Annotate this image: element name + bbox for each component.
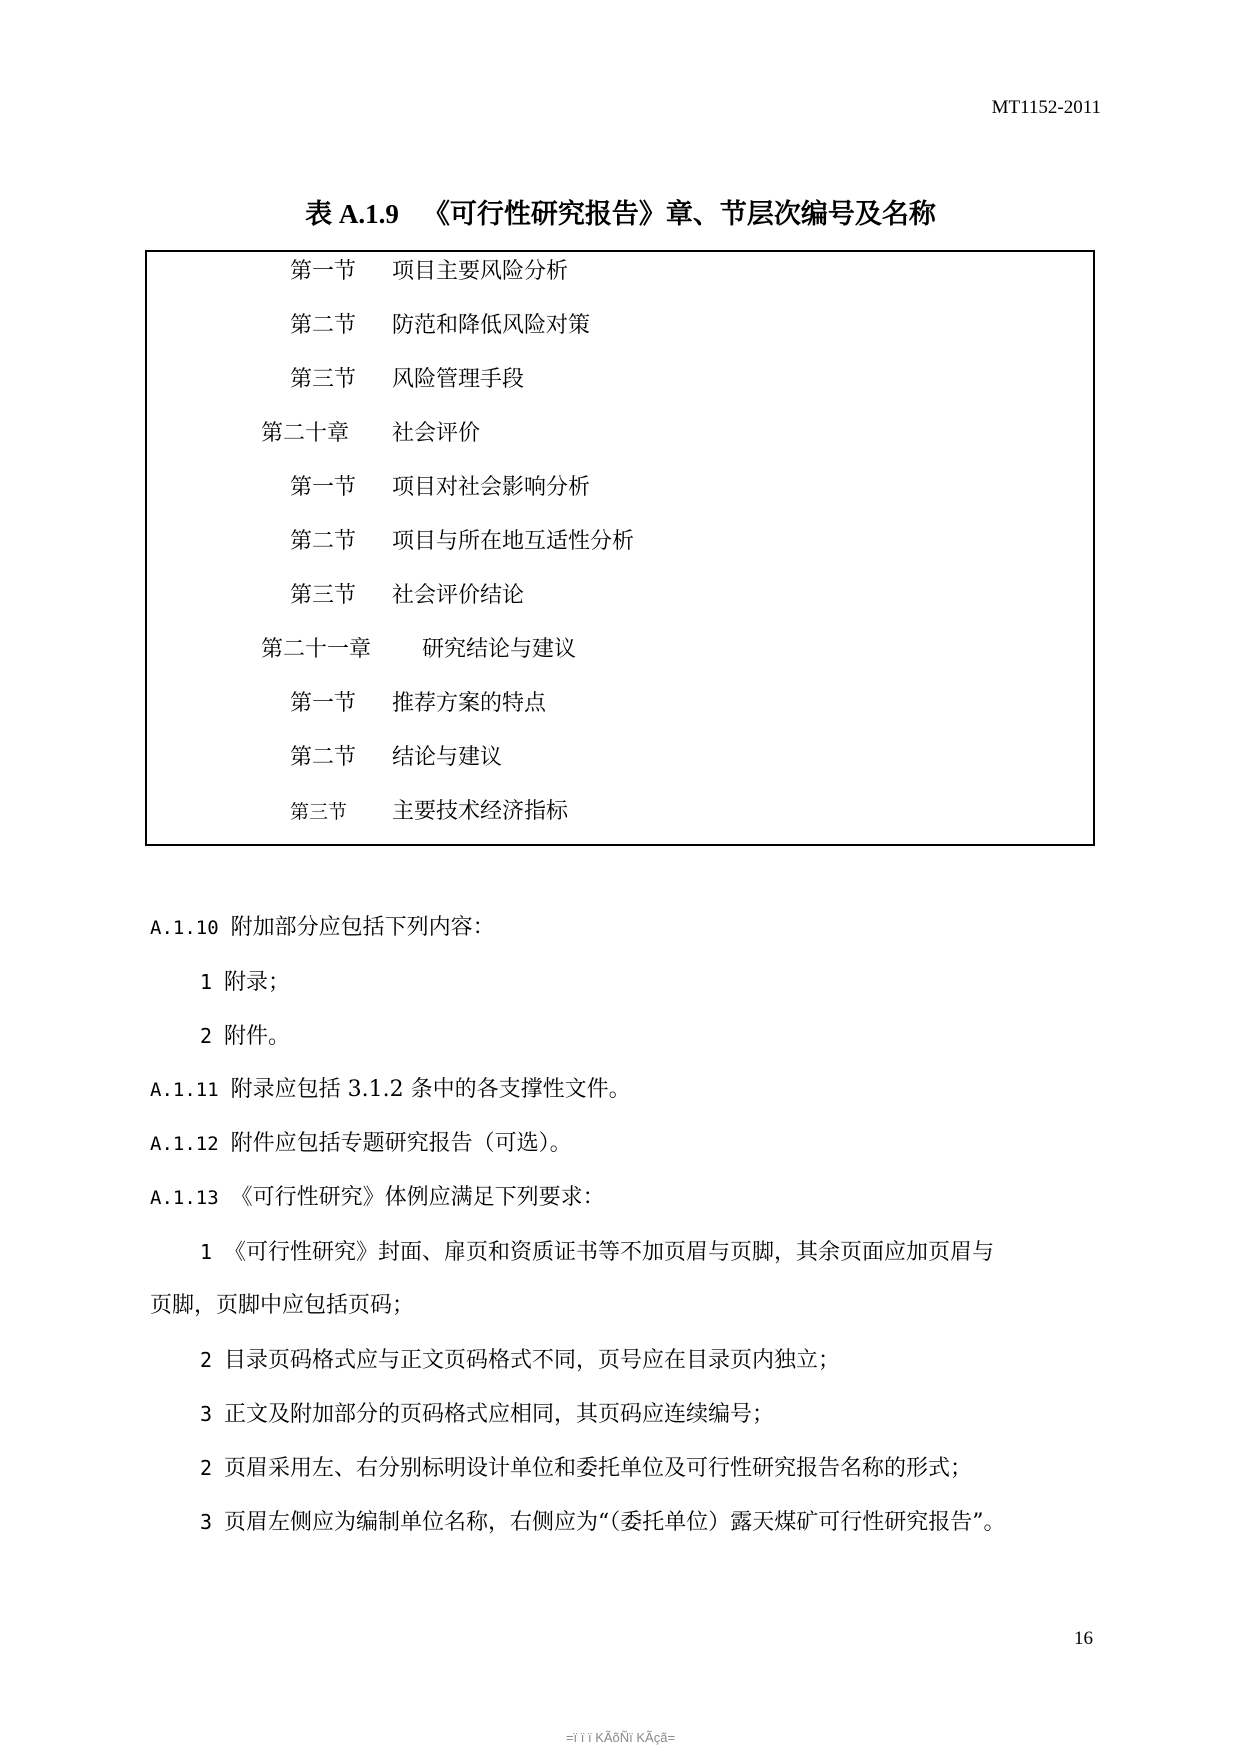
clause-a1-11 — [150, 1070, 631, 1110]
toc-row-name: 防范和降低风险对策 — [392, 313, 591, 338]
page-number: 16 — [1074, 1628, 1093, 1649]
table-number: 表 A.1.9 — [305, 199, 399, 229]
standard-code: MT1152-2011 — [991, 97, 1101, 118]
list-item-text: 目录页码格式应与正文页码格式不同，页号应在目录页内独立； — [224, 1348, 841, 1373]
toc-row-number: 第二节 — [290, 313, 357, 338]
toc-row-name: 研究结论与建议 — [422, 637, 577, 662]
list-item-number: 1 — [200, 970, 213, 994]
toc-row-number: 第二十一章 — [261, 637, 372, 662]
toc-row-number: 第三节 — [290, 583, 357, 608]
clause-a1-13 — [150, 1178, 605, 1218]
list-item-number: 3 — [200, 1510, 213, 1534]
list-item-number: 2 — [200, 1456, 213, 1480]
clause-text: 《可行性研究》体例应满足下列要求： — [230, 1185, 605, 1210]
list-item-continuation — [150, 1286, 414, 1326]
list-item — [200, 962, 290, 1002]
list-item-number: 2 — [200, 1024, 213, 1048]
toc-row-number: 第二节 — [290, 529, 357, 554]
list-item-number: 2 — [200, 1348, 213, 1372]
list-item — [200, 1340, 840, 1380]
clause-text: 附录应包括 3.1.2 条中的各支撑性文件。 — [230, 1077, 631, 1102]
clause-number: A.1.10 — [150, 917, 219, 939]
watermark-text: =ï ï ï KÃõÑï KÃçã= — [565, 1730, 676, 1745]
toc-row-name: 社会评价 — [392, 421, 481, 446]
clause-number: A.1.12 — [150, 1133, 219, 1155]
toc-row-number: 第一节 — [290, 475, 357, 500]
clause-number: A.1.11 — [150, 1079, 219, 1101]
toc-row-name: 项目与所在地互适性分析 — [392, 529, 635, 554]
list-item-text: 正文及附加部分的页码格式应相同，其页码应连续编号； — [224, 1402, 775, 1427]
toc-row-name: 社会评价结论 — [392, 583, 525, 608]
clause-a1-12 — [150, 1124, 572, 1164]
list-item — [200, 1016, 290, 1056]
toc-row-number: 第三节 — [290, 801, 348, 823]
list-item-text: 附录； — [224, 970, 291, 995]
table-title-text: 《可行性研究报告》章、节层次编号及名称 — [422, 199, 936, 230]
clause-text: 附加部分应包括下列内容： — [230, 915, 495, 940]
list-item — [200, 1502, 1006, 1542]
toc-row-number: 第二十章 — [261, 421, 350, 446]
toc-row-name: 项目主要风险分析 — [392, 259, 569, 284]
list-item-number: 1 — [200, 1240, 213, 1264]
toc-row-name: 推荐方案的特点 — [392, 691, 547, 716]
table-title — [0, 192, 1241, 231]
toc-row-number: 第一节 — [290, 259, 357, 284]
clause-number: A.1.13 — [150, 1187, 219, 1209]
toc-row-number: 第一节 — [290, 691, 357, 716]
list-item-text: 《可行性研究》封面、扉页和资质证书等不加页眉与页脚，其余页面应加页眉与 — [224, 1240, 995, 1265]
list-item-text: 页脚，页脚中应包括页码； — [150, 1293, 415, 1318]
clause-text: 附件应包括专题研究报告（可选）。 — [230, 1131, 572, 1156]
list-item — [200, 1394, 774, 1434]
toc-table — [145, 250, 1095, 846]
toc-row-name: 主要技术经济指标 — [392, 799, 569, 824]
list-item — [200, 1448, 972, 1488]
list-item-text: 页眉采用左、右分别标明设计单位和委托单位及可行性研究报告名称的形式； — [224, 1456, 973, 1481]
toc-row-number: 第三节 — [290, 367, 357, 392]
list-item-number: 3 — [200, 1402, 213, 1426]
toc-row-name: 风险管理手段 — [392, 367, 525, 392]
toc-row-name: 结论与建议 — [392, 745, 503, 770]
toc-row-name: 项目对社会影响分析 — [392, 475, 591, 500]
clause-a1-10 — [150, 908, 495, 948]
list-item-text: 附件。 — [224, 1024, 291, 1049]
toc-row-number: 第二节 — [290, 745, 357, 770]
list-item-text: 页眉左侧应为编制单位名称，右侧应为“（委托单位）露天煤矿可行性研究报告”。 — [224, 1510, 1006, 1535]
list-item — [200, 1232, 994, 1272]
